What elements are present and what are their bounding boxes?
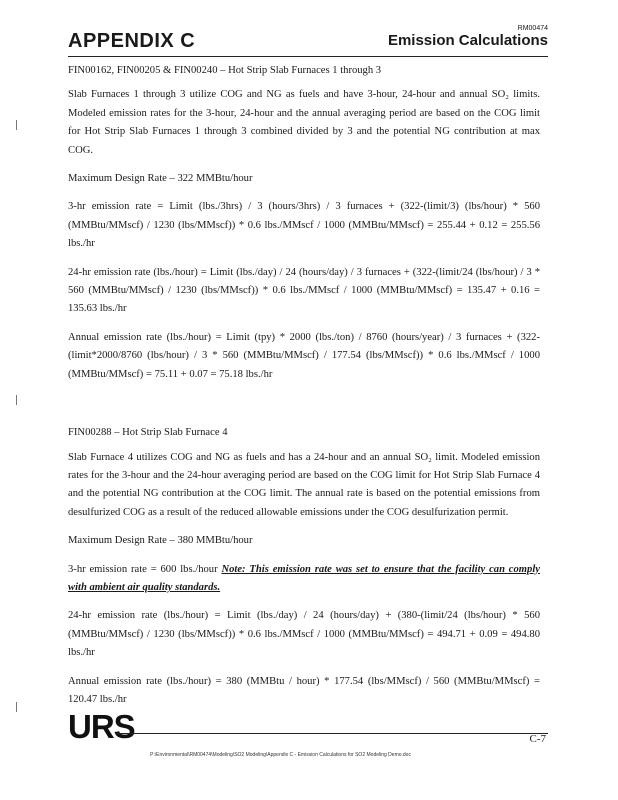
section2-max-rate: Maximum Design Rate – 380 MMBtu/hour (68, 535, 253, 547)
urs-logo: URS (68, 708, 135, 745)
section-title: Emission Calculations (387, 32, 548, 49)
page-number: C-7 (529, 733, 546, 745)
section2-heading: FIN00288 – Hot Strip Slab Furnace 4 (68, 427, 228, 439)
header-divider (68, 56, 548, 57)
file-path: P:\Environmental\RM00474\Modeling\SO2 Modeling\Appendix C - Emission Calculations for SO2 Modeling Demo.doc (150, 752, 411, 758)
header-right (388, 25, 548, 49)
section2-intro: Slab Furnace 4 utilizes COG and NG as fuels and has a 24-hour and an annual SO₂ limit. Modeled emission rates for the 3-hour and the 24-hour averaging period are based on the COG limit for Hot Strip Slab Furnace 4 and the potential NG contribution at the COG limit. The annual rate is based on the potential emissions from desulfurized COG as a result of the reduced allowable emissions under the COG desulfurization permit. (68, 451, 540, 518)
section1-max-rate: Maximum Design Rate – 322 MMBtu/hour (68, 173, 253, 185)
section2-calc-24hr: 24-hr emission rate (lbs./hour) = Limit (lbs./day) / 24 (hours/day) + (380-(limit/24 (lbs/hour) * 560 (MMBtu/MMscf) / 1230 (lbs/MMscf)) * 0.6 lbs./MMscf / 1000 (MMBtu/MMscf) = 494.71 + 0.09 = 494.80 lbs./hr (68, 610, 540, 659)
section1-calc-24hr: 24-hr emission rate (lbs./hour) = Limit (lbs./day) / 24 (hours/day) / 3 furnaces + (322-(limit/24 (lbs/hour) / 3 * 560 (MMBtu/MMscf) / 1230 (lbs/MMscf)) * 0.6 lbs./MMscf / 1000 (MMBtu/MMscf) = 135.47 + 0.16 = 135.63 lbs./hr (68, 266, 540, 315)
binder-mark (16, 120, 20, 130)
section2-calc-3hr-text: 3-hr emission rate = 600 lbs./hour (68, 563, 218, 575)
appendix-label: APPENDIX C (68, 30, 196, 52)
document-code: RM00474 (517, 25, 548, 32)
footer-divider (116, 733, 548, 734)
section2-calc-3hr (68, 561, 540, 598)
section1-calc-3hr: 3-hr emission rate = Limit (lbs./3hrs) / 3 (hours/3hrs) / 3 furnaces + (322-(limit/3) (lbs/hour) * 560 (MMBtu/MMscf) / 1230 (lbs/MMscf)) * 0.6 lbs./MMscf / 1000 (MMBtu/MMscf) = 255.44 + 0.12 = 255.56 lbs./hr (68, 201, 540, 250)
section2-calc-3hr-note: Note: This emission rate was set to ensure that the facility can comply with ambient air quality standards. (68, 563, 540, 593)
binder-mark (16, 395, 20, 405)
binder-mark (16, 702, 20, 712)
section2-calc-annual: Annual emission rate (lbs./hour) = 380 (MMBtu / hour) * 177.54 (lbs/MMscf) / 560 (MMBtu/MMscf) = 120.47 lbs./hr (68, 675, 540, 705)
document-body (68, 62, 540, 719)
section1-calc-annual: Annual emission rate (lbs./hour) = Limit (tpy) * 2000 (lbs./ton) / 8760 (hours/year) / 3 furnaces + (322-(limit*2000/8760 (lbs/hour) / 3 * 560 (MMBtu/MMscf) / 177.54 (lbs/MMscf)) * 0.6 lbs./MMscf / 1000 (MMBtu/MMscf) = 75.11 + 0.07 = 75.18 lbs./hr (68, 331, 540, 380)
section-gap (68, 394, 540, 424)
section1-heading: FIN00162, FIN00205 & FIN00240 – Hot Strip Slab Furnaces 1 through 3 (68, 65, 382, 76)
section1-intro: Slab Furnaces 1 through 3 utilize COG and NG as fuels and have 3-hour, 24-hour and annual SO₂ limits. Modeled emission rates for the 3-hour, 24-hour and the annual averaging period are based on the COG limit for Hot Strip Slab Furnaces 1 through 3 combined divided by 3 and the potential NG contribution at max COG. (68, 89, 540, 156)
